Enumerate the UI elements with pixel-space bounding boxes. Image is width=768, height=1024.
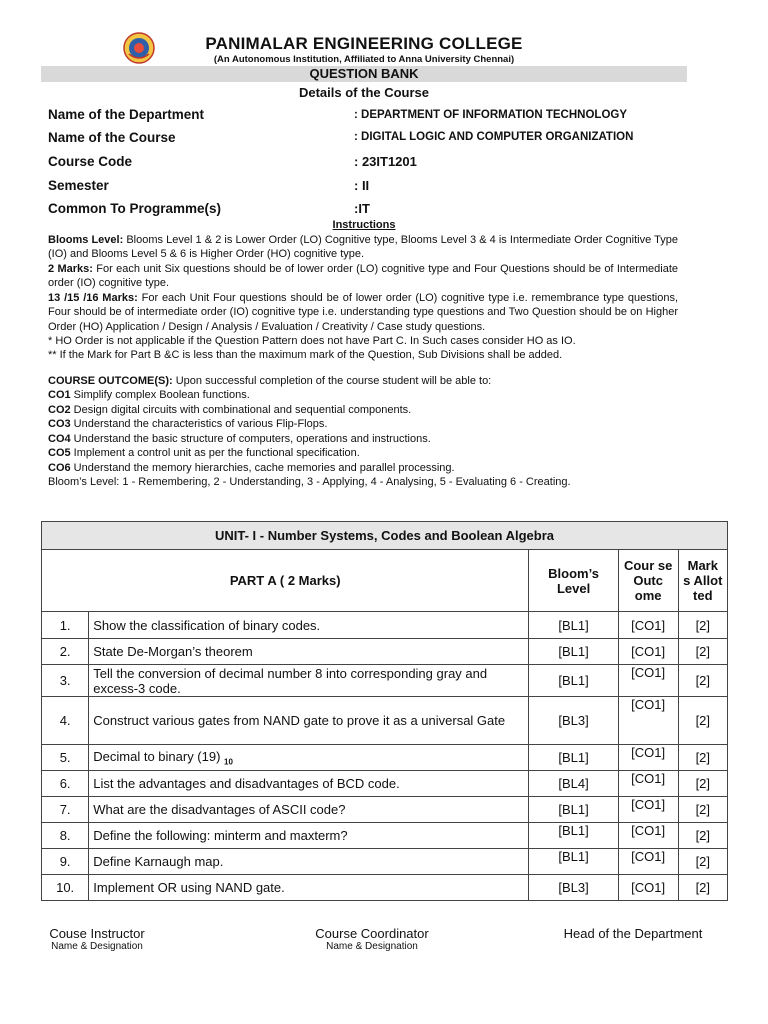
detail-label-code: Course Code — [48, 154, 133, 169]
question-text: Define Karnaugh map. — [89, 849, 529, 875]
question-marks: [2] — [678, 849, 727, 875]
question-text: Implement OR using NAND gate. — [89, 875, 529, 901]
question-number: 2. — [42, 639, 89, 665]
blooms-level-legend: Bloom’s Level: 1 - Remembering, 2 - Understanding, 3 - Applying, 4 - Analysing, 5 - Evaluating 6 - Creating. — [48, 476, 571, 488]
course-outcome-code: CO1 — [48, 389, 71, 401]
question-bloom-level: [BL3] — [529, 875, 618, 901]
detail-label-semester: Semester — [48, 178, 109, 193]
course-outcome-item — [48, 403, 411, 417]
question-marks: [2] — [678, 797, 727, 823]
question-number: 8. — [42, 823, 89, 849]
unit-title: UNIT- I - Number Systems, Codes and Boolean Algebra — [42, 522, 728, 550]
question-course-outcome: [CO1] — [618, 875, 678, 901]
table-row — [42, 639, 728, 665]
instruction-blooms-text: Blooms Level 1 & 2 is Lower Order (LO) Cognitive type, Blooms Level 3 & 4 is Intermediate Order Cognitive Type (IO) and Blooms Level 5 & 6 is Higher Order (HO) cognitive type. — [48, 234, 678, 261]
course-outcome-code: CO3 — [48, 418, 71, 430]
question-number: 5. — [42, 745, 89, 771]
question-text: Show the classification of binary codes. — [89, 612, 529, 639]
question-bloom-level: [BL1] — [529, 745, 618, 771]
instruction-blooms — [48, 233, 678, 262]
question-bloom-level: [BL1] — [529, 823, 618, 849]
detail-value-semester: : II — [354, 178, 370, 193]
question-marks: [2] — [678, 745, 727, 771]
col-header-bloom: Bloom’s Level — [529, 550, 618, 612]
table-header-row — [42, 550, 728, 612]
instruction-note-2: ** If the Mark for Part B &C is less than the maximum mark of the Question, Sub Divisions shall be added. — [48, 349, 563, 361]
table-row — [42, 612, 728, 639]
question-bloom-level: [BL1] — [529, 797, 618, 823]
course-outcome-text: Understand the characteristics of various Flip-Flops. — [70, 418, 328, 430]
details-title: Details of the Course — [298, 85, 430, 100]
college-subtitle: (An Autonomous Institution, Affiliated to Anna University Chennai) — [213, 54, 515, 65]
instructions-title: Instructions — [332, 219, 396, 231]
question-text: What are the disadvantages of ASCII code? — [89, 797, 529, 823]
question-marks: [2] — [678, 612, 727, 639]
table-row — [42, 797, 728, 823]
detail-label-programme: Common To Programme(s) — [48, 201, 222, 216]
instruction-big-marks-label: 13 /15 /16 Marks: — [48, 292, 138, 304]
signature-coordinator-sub: Name & Designation — [326, 941, 418, 952]
detail-value-course: : DIGITAL LOGIC AND COMPUTER ORGANIZATION — [354, 131, 634, 143]
course-outcome-code: CO2 — [48, 404, 71, 416]
question-bloom-level: [BL1] — [529, 639, 618, 665]
course-outcomes-heading — [48, 374, 491, 388]
course-outcome-text: Implement a control unit as per the functional specification. — [70, 447, 360, 459]
instruction-big-marks-text: For each Unit Four questions should be of lower order (LO) cognitive type i.e. remembrance type questions, Four should be of intermediate order (IO) cognitive type i.e. understanding type questions and Two Question should be on Higher Order (HO) Application / Design / Analysis / Evaluation / Creativity / Case study questions. — [48, 292, 678, 333]
course-outcome-item — [48, 446, 360, 460]
question-marks: [2] — [678, 875, 727, 901]
question-marks: [2] — [678, 697, 727, 745]
unit-title-row — [42, 522, 728, 550]
col-header-marks: Mark s Allot ted — [678, 550, 727, 612]
course-outcome-code: CO4 — [48, 433, 71, 445]
course-outcome-code: CO5 — [48, 447, 71, 459]
question-number: 9. — [42, 849, 89, 875]
course-outcomes-intro: Upon successful completion of the course student will be able to: — [172, 375, 492, 387]
question-number: 3. — [42, 665, 89, 697]
signature-hod: Head of the Department — [563, 926, 703, 941]
instruction-two-marks — [48, 262, 678, 291]
instruction-two-marks-label: 2 Marks: — [48, 263, 93, 275]
course-outcome-text: Design digital circuits with combinational and sequential components. — [70, 404, 412, 416]
course-outcome-text: Simplify complex Boolean functions. — [70, 389, 250, 401]
question-text-main: Decimal to binary (19) — [93, 748, 221, 764]
question-bank-banner: QUESTION BANK — [41, 66, 687, 82]
question-marks: [2] — [678, 639, 727, 665]
question-number: 10. — [42, 875, 89, 901]
course-outcome-text: Understand the memory hierarchies, cache memories and parallel processing. — [70, 462, 455, 474]
question-text-subscript: 10 — [224, 757, 233, 767]
question-bloom-level: [BL1] — [529, 849, 618, 875]
signature-coordinator: Course Coordinator — [315, 926, 429, 941]
detail-label-department: Name of the Department — [48, 107, 205, 122]
signature-instructor-sub: Name & Designation — [51, 941, 143, 952]
question-text: List the advantages and disadvantages of BCD code. — [89, 771, 529, 797]
question-text: Construct various gates from NAND gate to prove it as a universal Gate — [89, 697, 529, 745]
detail-value-code: : 23IT1201 — [354, 154, 417, 169]
table-row — [42, 849, 728, 875]
question-bloom-level: [BL3] — [529, 697, 618, 745]
question-number: 7. — [42, 797, 89, 823]
question-bloom-level: [BL4] — [529, 771, 618, 797]
col-header-course-outcome: Cour se Outc ome — [618, 550, 678, 612]
question-text: State De-Morgan’s theorem — [89, 639, 529, 665]
question-course-outcome: [CO1] — [618, 745, 678, 771]
table-row — [42, 823, 728, 849]
question-course-outcome: [CO1] — [618, 849, 678, 875]
instruction-blooms-label: Blooms Level: — [48, 234, 124, 246]
course-outcome-item — [48, 417, 327, 431]
detail-label-course: Name of the Course — [48, 130, 176, 145]
table-row — [42, 697, 728, 745]
question-text: Tell the conversion of decimal number 8 into corresponding gray and excess-3 code. — [89, 665, 529, 697]
question-marks: [2] — [678, 771, 727, 797]
instruction-two-marks-text: For each unit Six questions should be of lower order (LO) cognitive type and Four Questions should be of Intermediate order (IO) cognitive type. — [48, 263, 678, 290]
course-outcome-item — [48, 461, 455, 475]
question-course-outcome: [CO1] — [618, 665, 678, 697]
question-number: 4. — [42, 697, 89, 745]
question-table — [41, 521, 728, 901]
detail-value-department: : DEPARTMENT OF INFORMATION TECHNOLOGY — [354, 109, 628, 121]
question-marks: [2] — [678, 665, 727, 697]
question-number: 6. — [42, 771, 89, 797]
question-course-outcome: [CO1] — [618, 771, 678, 797]
table-row — [42, 745, 728, 771]
course-outcomes-label: COURSE OUTCOME(S): — [48, 375, 173, 387]
question-text: Define the following: minterm and maxterm? — [89, 823, 529, 849]
question-number: 1. — [42, 612, 89, 639]
question-course-outcome: [CO1] — [618, 612, 678, 639]
question-bloom-level: [BL1] — [529, 665, 618, 697]
signature-instructor: Couse Instructor — [49, 926, 145, 941]
table-row — [42, 875, 728, 901]
course-outcome-text: Understand the basic structure of computers, operations and instructions. — [70, 433, 431, 445]
course-outcome-item — [48, 388, 250, 402]
college-name: PANIMALAR ENGINEERING COLLEGE — [205, 34, 523, 53]
course-outcome-item — [48, 432, 431, 446]
detail-value-programme: :IT — [354, 201, 370, 216]
question-bloom-level: [BL1] — [529, 612, 618, 639]
table-row — [42, 665, 728, 697]
question-text — [89, 745, 529, 771]
course-outcome-code: CO6 — [48, 462, 71, 474]
question-course-outcome: [CO1] — [618, 823, 678, 849]
question-course-outcome: [CO1] — [618, 639, 678, 665]
question-course-outcome: [CO1] — [618, 797, 678, 823]
question-marks: [2] — [678, 823, 727, 849]
table-row — [42, 771, 728, 797]
part-title: PART A ( 2 Marks) — [42, 550, 529, 612]
instruction-big-marks — [48, 291, 678, 334]
instruction-note-1: * HO Order is not applicable if the Question Pattern does not have Part C. In Such cases consider HO as IO. — [48, 335, 576, 347]
question-course-outcome: [CO1] — [618, 697, 678, 745]
